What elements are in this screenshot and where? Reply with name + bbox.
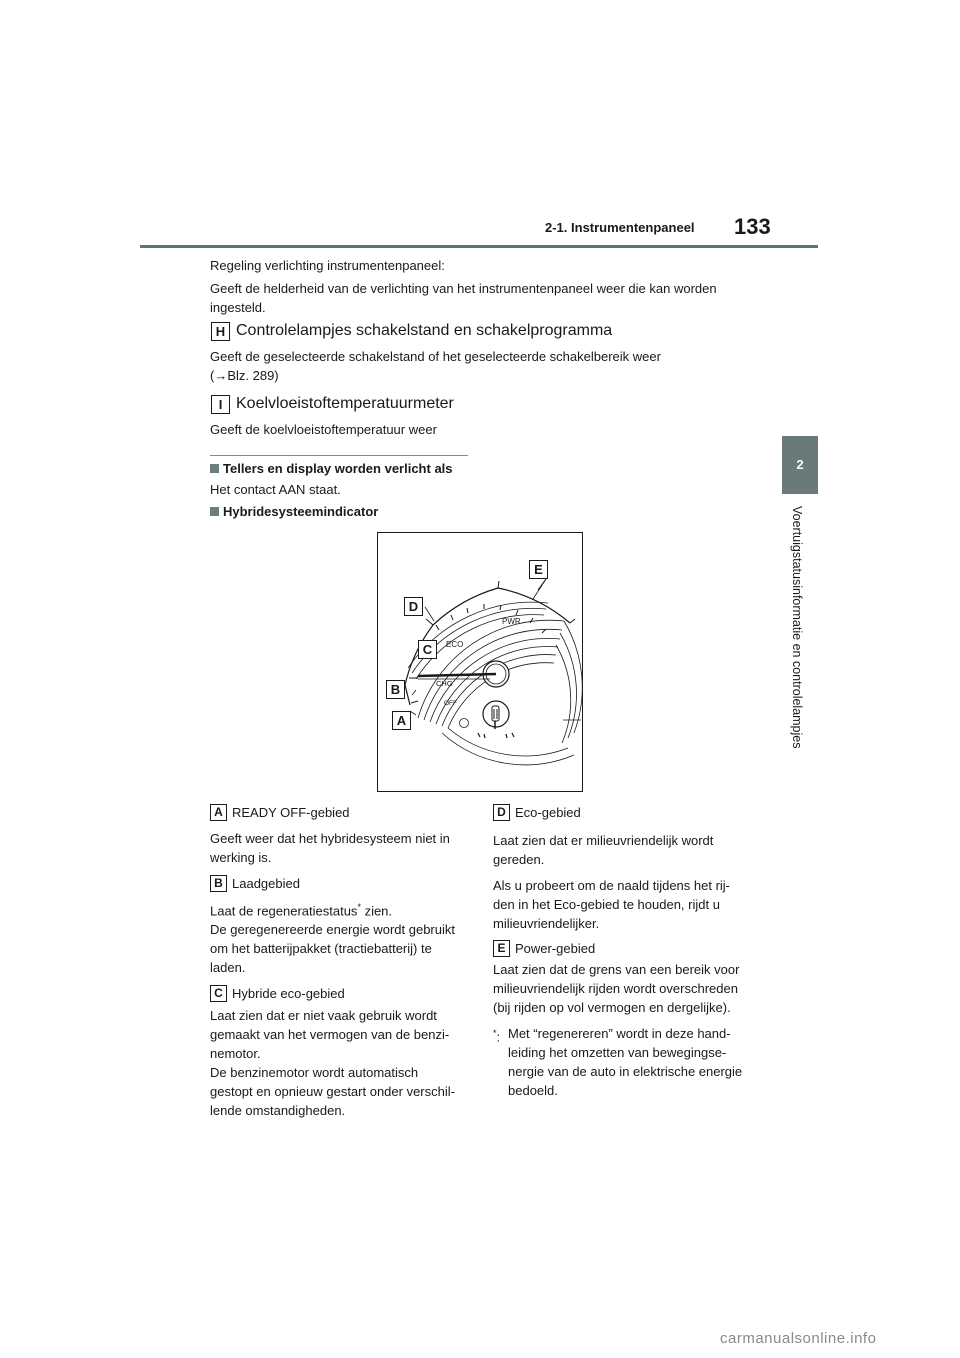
item-a-title: READY OFF-gebied [232, 805, 350, 820]
item-i-line: Geeft de koelvloeistoftemperatuur weer [210, 422, 437, 437]
intro-line: Geeft de helderheid van de verlichting van het instrumentenpaneel weer die kan worden [210, 281, 717, 296]
item-d-line: gereden. [493, 852, 545, 867]
item-e-title: Power-gebied [515, 941, 596, 956]
footnote-marker [493, 1024, 506, 1100]
item-e-heading [493, 939, 758, 958]
hybrid-indicator-figure [377, 532, 583, 792]
footnote-line: Met “regenereren” wordt in deze hand- [508, 1026, 731, 1041]
item-h-line: Geeft de geselecteerde schakelstand of het geselecteerde schakelbereik weer [210, 349, 661, 364]
right-column [493, 803, 758, 1100]
figure-label-c: C [418, 640, 437, 659]
hybrid-indicator-gauge [378, 533, 582, 791]
tellers-text: Het contact AAN staat. [210, 482, 341, 497]
footnote-text [506, 1024, 742, 1100]
item-b-line [210, 898, 472, 920]
section-title: 2-1. Instrumentenpaneel [545, 220, 695, 235]
tellers-heading [210, 461, 453, 476]
item-c-line: De benzinemotor wordt automatisch [210, 1065, 419, 1081]
item-b-line: De geregenereerde energie wordt gebruikt [210, 922, 455, 938]
item-i-heading [211, 394, 454, 414]
footnote [493, 1024, 758, 1100]
item-e-letter: E [493, 940, 510, 957]
item-c-line: Laat zien dat er niet vaak gebruik wordt [210, 1008, 437, 1024]
figure-label-d: D [404, 597, 423, 616]
item-c-line: nemotor. [210, 1046, 261, 1062]
item-e-body [493, 960, 758, 1017]
item-b-line: om het batterijpakket (tractiebatterij) te [210, 941, 432, 957]
item-b-title: Laadgebied [232, 876, 300, 891]
item-b-heading [210, 874, 472, 893]
figure-label-a: A [392, 711, 411, 730]
item-d-heading [493, 803, 758, 822]
item-i-letter: I [211, 395, 230, 414]
footnote-colon: : [496, 1029, 501, 1045]
item-c-title: Hybride eco-gebied [232, 986, 345, 1002]
item-h-heading [211, 321, 612, 341]
item-e-line: Laat zien dat de grens van een bereik voor [493, 962, 740, 977]
footnote-line: leiding het omzetten van bewegingse- [508, 1045, 727, 1060]
chapter-number: 2 [796, 457, 804, 472]
item-a-heading [210, 803, 472, 822]
item-b-text: zien. [360, 903, 393, 919]
hybrid-heading [210, 504, 378, 519]
item-h-title: Controlelampjes schakelstand en schakelprogramma [236, 322, 613, 339]
item-c-body [210, 1006, 472, 1120]
item-h-letter: H [211, 322, 230, 341]
figure-label-b: B [386, 680, 405, 699]
item-i-body [210, 420, 770, 439]
square-bullet-icon [210, 507, 219, 516]
item-e-line: (bij rijden op vol vermogen en dergelijke). [493, 1000, 731, 1015]
item-d-body [493, 831, 758, 933]
item-a-line: Geeft weer dat het hybridesysteem niet in [210, 831, 450, 846]
item-c-line: gestopt en opnieuw gestart onder verschil- [210, 1084, 455, 1100]
item-e-line: milieuvriendelijk rijden wordt overschreden [493, 981, 738, 996]
figure-label-e: E [529, 560, 548, 579]
dial-chg-label: CHG [436, 679, 453, 688]
divider [210, 455, 468, 456]
intro-block [210, 256, 770, 317]
item-d-letter: D [493, 804, 510, 821]
chapter-tab [782, 436, 818, 494]
footnote-line: bedoeld. [508, 1083, 558, 1098]
tellers-title: Tellers en display worden verlicht als [223, 461, 453, 476]
item-b-body [210, 898, 472, 977]
intro-line: ingesteld. [210, 300, 266, 315]
item-b-letter: B [210, 875, 227, 892]
page-number: 133 [734, 214, 771, 239]
item-a-letter: A [210, 804, 227, 821]
item-c-letter: C [210, 985, 227, 1002]
item-d-line: Als u probeert om de naald tijdens het rij- [493, 878, 731, 893]
footnote-mark: * [493, 1028, 497, 1038]
item-h-line: (→Blz. 289) [210, 368, 279, 383]
left-column [210, 803, 472, 1120]
item-c-line: gemaakt van het vermogen van de benzi- [210, 1027, 450, 1043]
item-d-line: den in het Eco-gebied te houden, rijdt u [493, 897, 720, 912]
hybrid-title: Hybridesysteemindicator [223, 504, 379, 519]
header-rule [140, 245, 818, 248]
footnote-line: nergie van de auto in elektrische energie [508, 1064, 743, 1079]
item-c-heading [210, 984, 472, 1003]
footnote-mark: * [357, 902, 361, 912]
item-d-line: milieuvriendelijker. [493, 916, 600, 931]
item-h-body [210, 347, 770, 385]
dial-off-label: OFF [444, 700, 457, 707]
chapter-title: Voertuigstatusinformatie en controlelampjes [790, 506, 804, 749]
item-c-line: lende omstandigheden. [210, 1103, 346, 1119]
item-b-line: laden. [210, 960, 246, 976]
item-i-title: Koelvloeistoftemperatuurmeter [236, 395, 454, 412]
item-a-body [210, 829, 472, 867]
item-a-line: werking is. [210, 850, 272, 865]
item-d-line: Laat zien dat er milieuvriendelijk wordt [493, 833, 714, 848]
watermark: carmanualsonline.info [720, 1330, 877, 1347]
dial-eco-label: ECO [446, 640, 464, 649]
intro-line: Regeling verlichting instrumentenpaneel: [210, 258, 445, 273]
dial-pwr-label: PWR [502, 617, 521, 626]
square-bullet-icon [210, 464, 219, 473]
item-d-title: Eco-gebied [515, 805, 581, 820]
item-b-text: Laat de regeneratiestatus [210, 903, 358, 919]
